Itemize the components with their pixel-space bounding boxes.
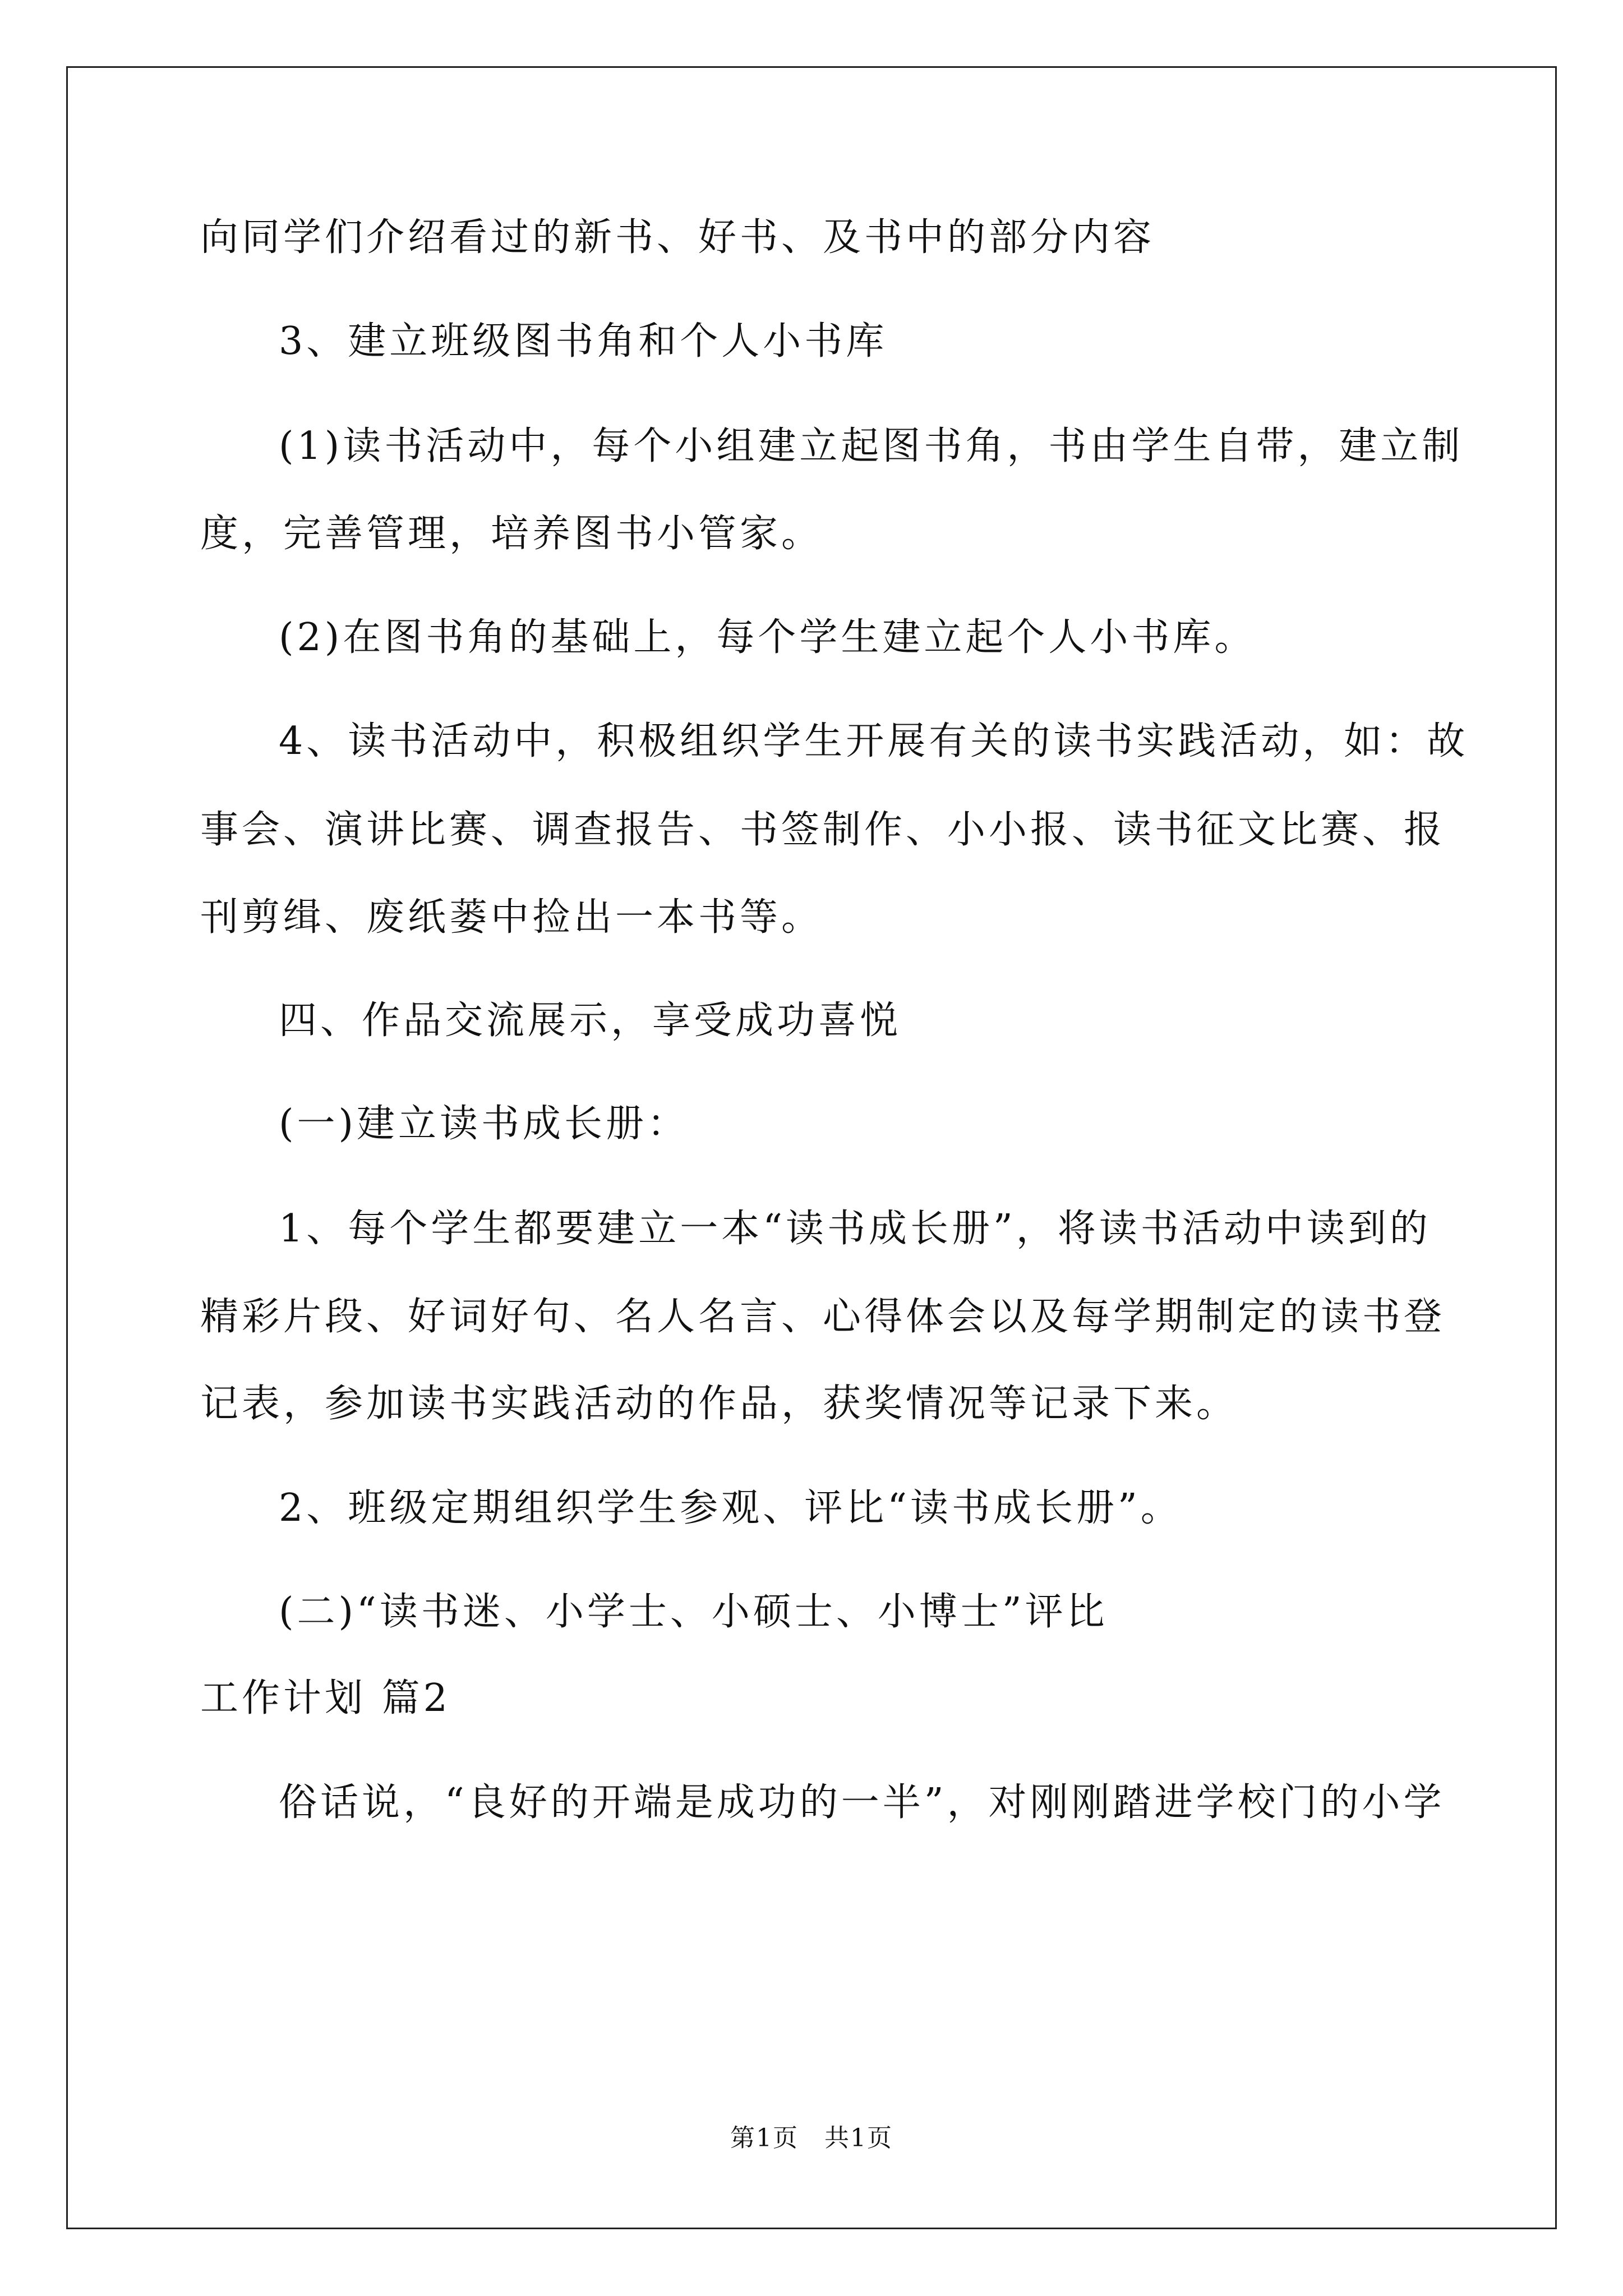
text-line-17: 俗话说，“良好的开端是成功的一半”，对刚刚踏进学校门的小学 [279,1780,1445,1825]
text-line-11: 1、每个学生都要建立一本“读书成长册”，将读书活动中读到的 [279,1207,1431,1251]
text-line-4: 度，完善管理，培养图书小管家。 [200,512,823,556]
text-line-6: 4、读书活动中，积极组织学生开展有关的读书实践活动，如：故 [279,719,1469,763]
text-line-10: (一)建立读书成长册： [279,1102,689,1146]
text-line-5: (2)在图书角的基础上，每个学生建立起个人小书库。 [279,615,1256,660]
text-line-14: 2、班级定期组织学生参观、评比“读书成长册”。 [279,1486,1182,1530]
text-line-7: 事会、演讲比赛、调查报告、书签制作、小小报、读书征文比赛、报 [200,808,1446,852]
text-line-9: 四、作品交流展示，享受成功喜悦 [279,999,902,1043]
text-line-15: (二)“读书迷、小学士、小硕士、小博士”评比 [279,1590,1108,1634]
section-heading: 工作计划 篇2 [200,1676,451,1720]
text-line-13: 记表，参加读书实践活动的作品，获奖情况等记录下来。 [200,1382,1238,1426]
page-number-footer: 第1页 共1页 [730,2124,893,2152]
text-line-1: 向同学们介绍看过的新书、好书、及书中的部分内容 [200,215,1155,260]
page-border [66,66,1557,2229]
text-line-12: 精彩片段、好词好句、名人名言、心得体会以及每学期制定的读书登 [200,1295,1446,1339]
text-line-3: (1)读书活动中，每个小组建立起图书角，书由学生自带，建立制 [279,424,1464,468]
text-line-2: 3、建立班级图书角和个人小书库 [279,319,888,364]
text-line-8: 刊剪缉、废纸蒌中捡出一本书等。 [200,895,823,940]
